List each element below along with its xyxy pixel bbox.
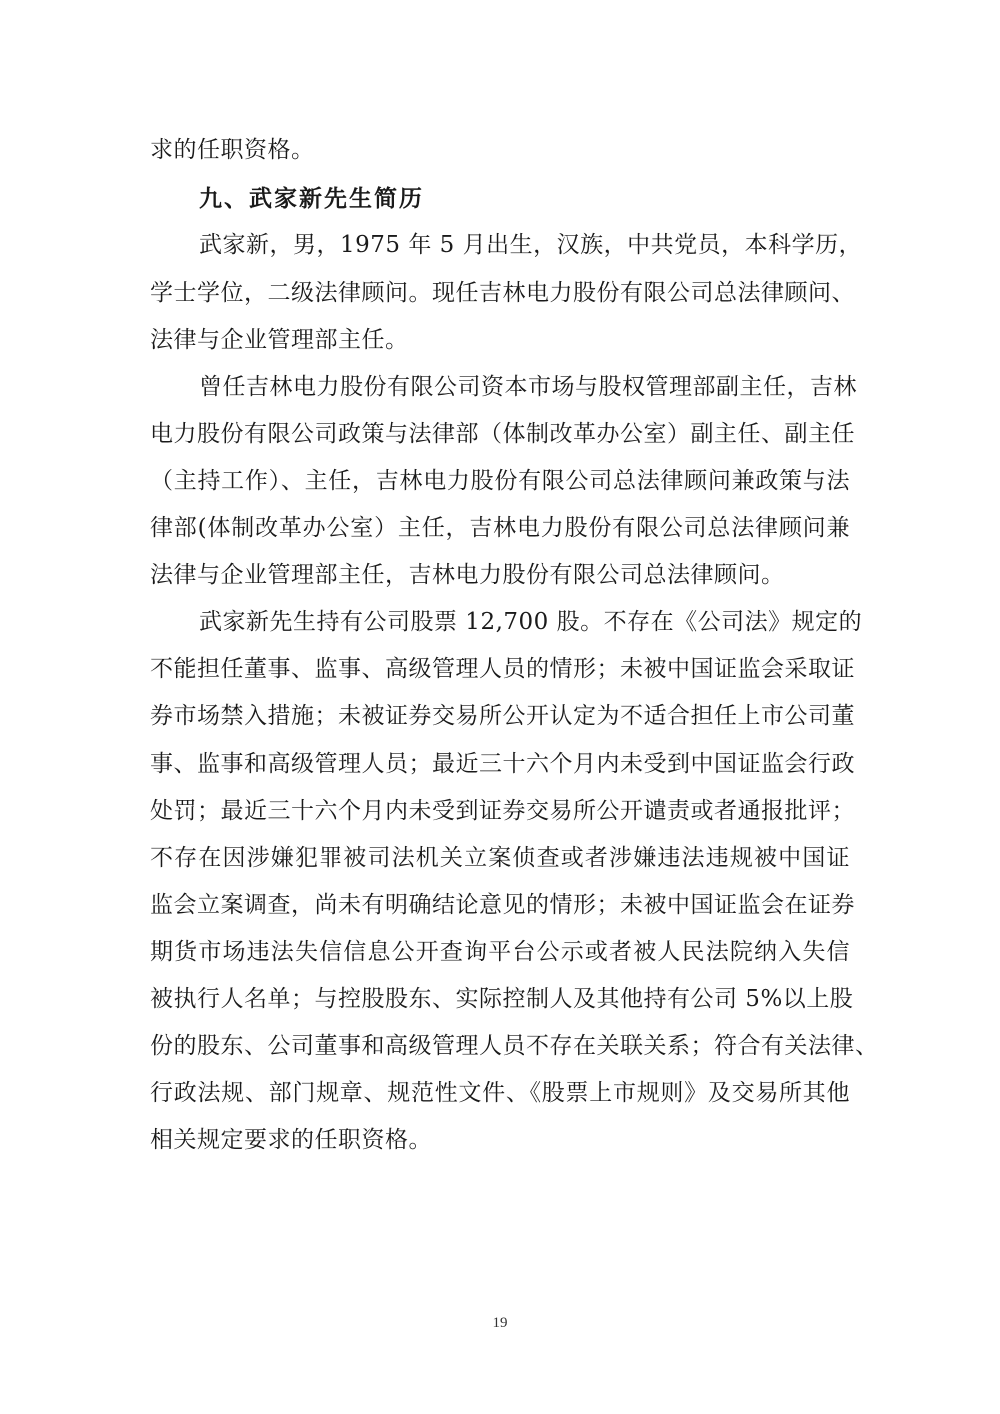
- paragraph-line: 期货市场违法失信信息公开查询平台公示或者被人民法院纳入失信: [150, 939, 850, 965]
- paragraph-line: 券市场禁入措施；未被证券交易所公开认定为不适合担任上市公司董: [150, 703, 855, 729]
- paragraph-line: 武家新，男，1975 年 5 月出生，汉族，中共党员，本科学历，: [199, 232, 863, 258]
- paragraph-line: 律部(体制改革办公室）主任，吉林电力股份有限公司总法律顾问兼: [150, 515, 850, 541]
- paragraph-line: 武家新先生持有公司股票 12,700 股。不存在《公司法》规定的: [199, 609, 863, 635]
- paragraph-line: 不能担任董事、监事、高级管理人员的情形；未被中国证监会采取证: [150, 656, 855, 682]
- section-heading: 九、武家新先生简历: [199, 185, 424, 212]
- paragraph-line: 相关规定要求的任职资格。: [150, 1127, 432, 1153]
- paragraph-line: 曾任吉林电力股份有限公司资本市场与股权管理部副主任，吉林: [199, 374, 857, 400]
- page-number: 19: [492, 1315, 508, 1331]
- paragraph-line: 不存在因涉嫌犯罪被司法机关立案侦查或者涉嫌违法违规被中国证: [150, 845, 850, 871]
- paragraph-line: 事、监事和高级管理人员；最近三十六个月内未受到中国证监会行政: [150, 751, 855, 777]
- continuation-line: 求的任职资格。: [150, 137, 315, 163]
- paragraph-line: 电力股份有限公司政策与法律部（体制改革办公室）副主任、副主任: [150, 421, 855, 447]
- paragraph-line: 监会立案调查，尚未有明确结论意见的情形；未被中国证监会在证券: [150, 892, 855, 918]
- paragraph-line: （主持工作）、主任，吉林电力股份有限公司总法律顾问兼政策与法: [150, 468, 850, 494]
- paragraph-line: 份的股东、公司董事和高级管理人员不存在关联关系；符合有关法律、: [150, 1033, 879, 1059]
- paragraph-line: 处罚；最近三十六个月内未受到证券交易所公开谴责或者通报批评；: [150, 798, 855, 824]
- paragraph-line: 学士学位，二级法律顾问。现任吉林电力股份有限公司总法律顾问、: [150, 280, 855, 306]
- paragraph-line: 法律与企业管理部主任，吉林电力股份有限公司总法律顾问。: [150, 562, 785, 588]
- paragraph-line: 被执行人名单；与控股股东、实际控制人及其他持有公司 5%以上股: [150, 986, 854, 1012]
- paragraph-line: 法律与企业管理部主任。: [150, 327, 409, 353]
- paragraph-line: 行政法规、部门规章、规范性文件、《股票上市规则》及交易所其他: [150, 1080, 850, 1106]
